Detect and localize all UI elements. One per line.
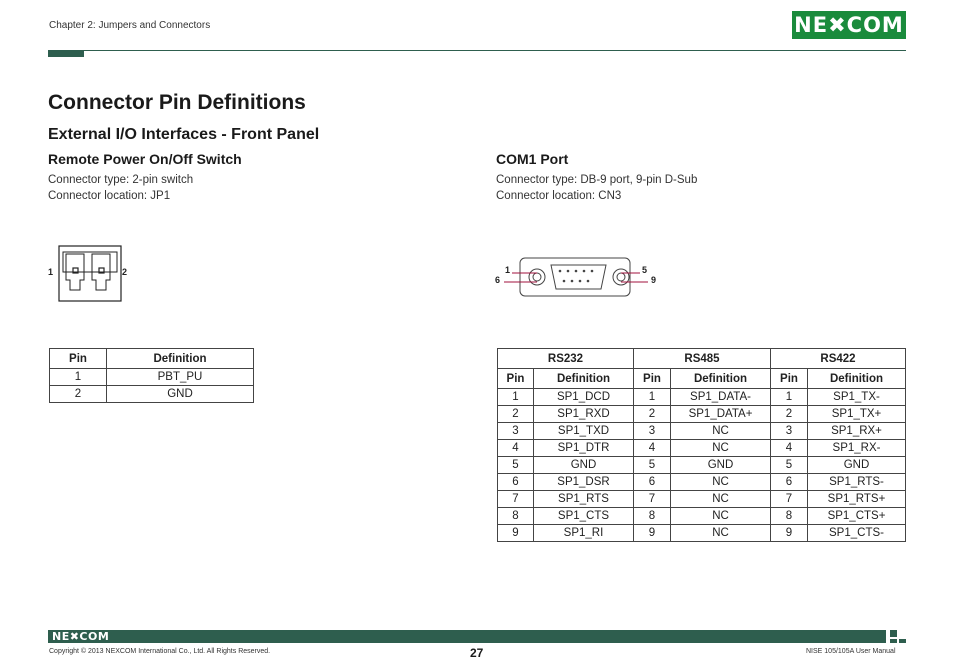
db9-pin-label: 5 bbox=[642, 265, 648, 275]
table-header: Pin bbox=[50, 349, 107, 369]
table-cell: 9 bbox=[498, 525, 534, 542]
table-cell: 4 bbox=[498, 440, 534, 457]
table-cell: 5 bbox=[634, 457, 671, 474]
jp1-pin-table bbox=[49, 348, 254, 403]
table-header: Definition bbox=[808, 369, 906, 389]
table-row bbox=[50, 386, 254, 403]
copyright: Copyright © 2013 NEXCOM International Co., Ltd. All Rights Reserved. bbox=[49, 648, 271, 655]
table-cell: 2 bbox=[50, 386, 107, 403]
table-cell: NC bbox=[671, 423, 771, 440]
footer-square bbox=[899, 639, 906, 643]
table-cell: 8 bbox=[771, 508, 808, 525]
page-title: Connector Pin Definitions bbox=[48, 91, 306, 114]
jp1-pin-label: 1 bbox=[48, 267, 54, 277]
table-cell: 4 bbox=[771, 440, 808, 457]
table-cell: 7 bbox=[634, 491, 671, 508]
footer-square bbox=[890, 639, 897, 643]
table-cell: 8 bbox=[498, 508, 534, 525]
table-cell: PBT_PU bbox=[107, 369, 254, 386]
footer-logo: NE✖COM bbox=[52, 630, 110, 643]
db9-pin-label: 9 bbox=[651, 275, 657, 285]
table-cell: NC bbox=[671, 440, 771, 457]
com1-title: COM1 Port bbox=[496, 151, 569, 167]
table-cell: 8 bbox=[634, 508, 671, 525]
db9-pin-label: 6 bbox=[495, 275, 501, 285]
table-cell: 7 bbox=[498, 491, 534, 508]
footer-bar bbox=[48, 630, 886, 643]
table-cell: 6 bbox=[771, 474, 808, 491]
table-cell: SP1_CTS+ bbox=[808, 508, 906, 525]
nexcom-logo bbox=[792, 11, 906, 39]
table-header-row bbox=[50, 349, 254, 369]
table-cell: SP1_DATA- bbox=[671, 389, 771, 406]
table-cell: GND bbox=[808, 457, 906, 474]
table-cell: 1 bbox=[771, 389, 808, 406]
table-cell: 9 bbox=[634, 525, 671, 542]
com1-pin-table bbox=[497, 348, 906, 542]
table-cell: SP1_DSR bbox=[534, 474, 634, 491]
table-group-row bbox=[498, 349, 906, 369]
table-cell: SP1_DTR bbox=[534, 440, 634, 457]
db9-connector-diagram bbox=[490, 252, 670, 302]
table-cell: SP1_TX+ bbox=[808, 406, 906, 423]
table-row bbox=[498, 525, 906, 542]
page-number: 27 bbox=[470, 646, 484, 660]
table-header: Definition bbox=[107, 349, 254, 369]
com1-type: Connector type: DB-9 port, 9-pin D-Sub bbox=[496, 174, 698, 186]
table-cell: 6 bbox=[634, 474, 671, 491]
table-cell: NC bbox=[671, 474, 771, 491]
remote-power-title: Remote Power On/Off Switch bbox=[48, 151, 242, 167]
table-cell: 1 bbox=[50, 369, 107, 386]
db9-pin-label: 1 bbox=[505, 265, 511, 275]
table-cell: 4 bbox=[634, 440, 671, 457]
table-cell: 2 bbox=[498, 406, 534, 423]
table-cell: SP1_CTS- bbox=[808, 525, 906, 542]
remote-power-type: Connector type: 2-pin switch bbox=[48, 174, 194, 186]
chapter-label: Chapter 2: Jumpers and Connectors bbox=[49, 20, 211, 31]
com1-location: Connector location: CN3 bbox=[496, 190, 622, 202]
table-row bbox=[498, 457, 906, 474]
table-group-header: RS232 bbox=[498, 349, 634, 369]
header-divider bbox=[84, 50, 906, 51]
table-cell: 7 bbox=[771, 491, 808, 508]
table-row bbox=[50, 369, 254, 386]
remote-power-location: Connector location: JP1 bbox=[48, 190, 171, 202]
table-cell: 2 bbox=[771, 406, 808, 423]
table-cell: GND bbox=[107, 386, 254, 403]
table-header: Definition bbox=[534, 369, 634, 389]
manual-name: NISE 105/105A User Manual bbox=[806, 648, 896, 655]
table-header: Pin bbox=[498, 369, 534, 389]
table-cell: SP1_RX- bbox=[808, 440, 906, 457]
table-cell: 2 bbox=[634, 406, 671, 423]
table-row bbox=[498, 474, 906, 491]
table-cell: SP1_TX- bbox=[808, 389, 906, 406]
page-subtitle: External I/O Interfaces - Front Panel bbox=[48, 126, 320, 143]
jp1-pin-label: 2 bbox=[122, 267, 128, 277]
table-cell: SP1_RX+ bbox=[808, 423, 906, 440]
table-group-header: RS422 bbox=[771, 349, 906, 369]
table-row bbox=[498, 389, 906, 406]
table-cell: 1 bbox=[634, 389, 671, 406]
table-cell: 5 bbox=[498, 457, 534, 474]
table-cell: GND bbox=[534, 457, 634, 474]
table-header: Pin bbox=[771, 369, 808, 389]
table-cell: SP1_DCD bbox=[534, 389, 634, 406]
table-cell: 1 bbox=[498, 389, 534, 406]
table-row bbox=[498, 508, 906, 525]
logo-text: NE✖COM bbox=[794, 13, 904, 37]
jp1-connector-diagram bbox=[40, 240, 140, 306]
header-accent-bar bbox=[48, 50, 84, 57]
footer-square bbox=[890, 630, 897, 637]
table-cell: 6 bbox=[498, 474, 534, 491]
table-cell: 3 bbox=[498, 423, 534, 440]
table-row bbox=[498, 440, 906, 457]
table-header: Pin bbox=[634, 369, 671, 389]
table-cell: SP1_DATA+ bbox=[671, 406, 771, 423]
table-group-header: RS485 bbox=[634, 349, 771, 369]
table-header: Definition bbox=[671, 369, 771, 389]
table-cell: NC bbox=[671, 525, 771, 542]
table-cell: SP1_RXD bbox=[534, 406, 634, 423]
table-cell: SP1_RTS bbox=[534, 491, 634, 508]
table-row bbox=[498, 423, 906, 440]
table-cell: GND bbox=[671, 457, 771, 474]
table-cell: SP1_RTS- bbox=[808, 474, 906, 491]
table-cell: SP1_TXD bbox=[534, 423, 634, 440]
table-cell: 5 bbox=[771, 457, 808, 474]
table-cell: SP1_RTS+ bbox=[808, 491, 906, 508]
table-row bbox=[498, 406, 906, 423]
table-header-row bbox=[498, 369, 906, 389]
table-cell: SP1_CTS bbox=[534, 508, 634, 525]
table-cell: 9 bbox=[771, 525, 808, 542]
table-row bbox=[498, 491, 906, 508]
table-cell: 3 bbox=[771, 423, 808, 440]
table-cell: SP1_RI bbox=[534, 525, 634, 542]
table-cell: NC bbox=[671, 491, 771, 508]
table-cell: NC bbox=[671, 508, 771, 525]
table-cell: 3 bbox=[634, 423, 671, 440]
